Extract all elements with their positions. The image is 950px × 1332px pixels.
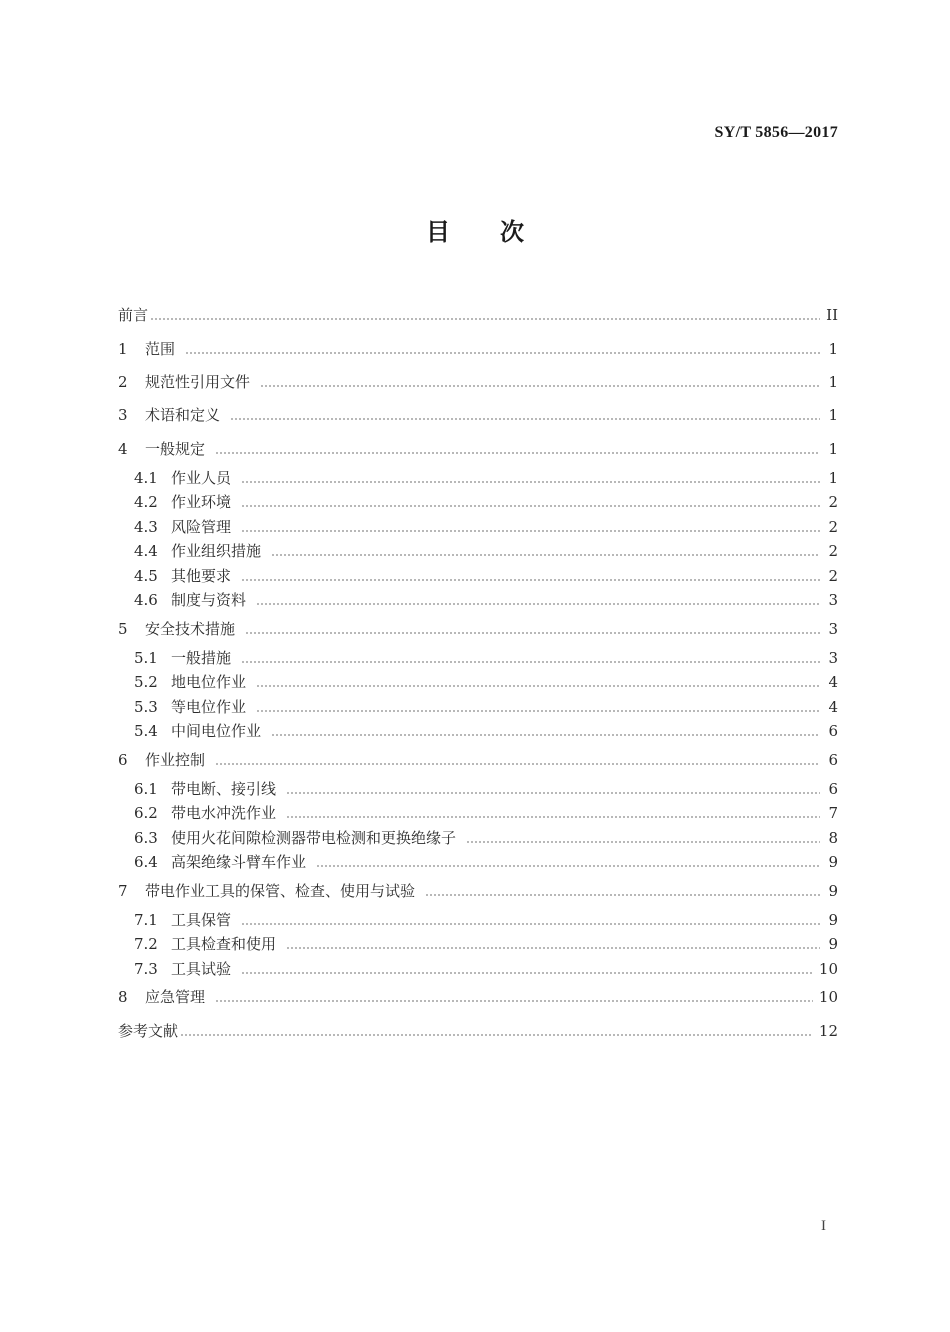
toc-label: 参考文献 — [118, 1022, 179, 1040]
toc-number: 4.6 — [134, 591, 158, 609]
toc-leader — [241, 972, 813, 974]
toc-entry-4-3[interactable] — [134, 515, 838, 539]
toc-number: 6.4 — [134, 853, 158, 871]
toc-page: 6 — [828, 722, 838, 740]
toc-number: 7.1 — [134, 911, 158, 929]
toc-page: II — [826, 306, 838, 324]
toc-number: 2 — [118, 373, 128, 391]
toc-leader — [215, 1000, 813, 1002]
toc-leader — [215, 452, 820, 454]
toc-label: 使用火花间隙检测器带电检测和更换绝缘子 — [171, 829, 457, 847]
toc-number: 6 — [118, 751, 128, 769]
toc-leader — [425, 894, 820, 896]
toc-label: 一般规定 — [145, 440, 206, 458]
toc-entry-foreword[interactable] — [118, 303, 838, 327]
toc-page: 9 — [828, 853, 838, 871]
toc-page: 10 — [818, 960, 838, 978]
toc-label: 其他要求 — [171, 567, 232, 585]
toc-number: 8 — [118, 988, 128, 1006]
toc-number: 6.1 — [134, 780, 158, 798]
toc-leader — [256, 603, 820, 605]
toc-label: 范围 — [145, 340, 176, 358]
toc-number: 4.2 — [134, 493, 158, 511]
toc-number: 4.1 — [134, 469, 158, 487]
toc-label: 带电作业工具的保管、检查、使用与试验 — [145, 882, 416, 900]
toc-label: 等电位作业 — [171, 698, 247, 716]
toc-label: 一般措施 — [171, 649, 232, 667]
toc-number: 7.2 — [134, 935, 158, 953]
toc-entry-4-1[interactable] — [134, 466, 838, 490]
toc-entry-6-1[interactable] — [134, 777, 838, 801]
toc-leader — [180, 1034, 813, 1036]
toc-number: 4.3 — [134, 518, 158, 536]
toc-number: 5.1 — [134, 649, 158, 667]
toc-page: 4 — [828, 698, 838, 716]
toc-page: 9 — [828, 882, 838, 900]
page-number: I — [821, 1218, 826, 1234]
toc-entry-4-5[interactable] — [134, 564, 838, 588]
toc-number: 7.3 — [134, 960, 158, 978]
toc-label: 地电位作业 — [171, 673, 247, 691]
toc-leader — [271, 554, 820, 556]
toc-number: 7 — [118, 882, 128, 900]
toc-page: 3 — [828, 591, 838, 609]
toc-label: 前言 — [118, 306, 149, 324]
toc-leader — [286, 816, 820, 818]
toc-entry-5[interactable] — [118, 617, 838, 641]
toc-page: 2 — [828, 493, 838, 511]
toc-entry-4[interactable] — [118, 437, 838, 461]
toc-page: 3 — [828, 649, 838, 667]
toc-label: 高架绝缘斗臂车作业 — [171, 853, 307, 871]
toc-label: 中间电位作业 — [171, 722, 262, 740]
toc-page: 1 — [828, 440, 838, 458]
toc-number: 5 — [118, 620, 128, 638]
toc-label: 作业人员 — [171, 469, 232, 487]
toc-label: 工具检查和使用 — [171, 935, 277, 953]
toc-entry-6[interactable] — [118, 748, 838, 772]
toc-leader — [241, 530, 820, 532]
toc-entry-8[interactable] — [118, 985, 838, 1009]
toc-entry-4-6[interactable] — [134, 588, 838, 612]
toc-entry-7-1[interactable] — [134, 908, 838, 932]
toc-entry-3[interactable] — [118, 403, 838, 427]
toc-label: 带电水冲洗作业 — [171, 804, 277, 822]
toc-leader — [241, 923, 820, 925]
toc-page: 10 — [818, 988, 838, 1006]
toc-page: 3 — [828, 620, 838, 638]
toc-entry-4-2[interactable] — [134, 490, 838, 514]
toc-entry-5-3[interactable] — [134, 695, 838, 719]
toc-leader — [150, 318, 820, 320]
toc-leader — [286, 792, 820, 794]
toc-label: 应急管理 — [145, 988, 206, 1006]
standard-code: SY/T 5856—2017 — [714, 124, 838, 141]
toc-page: 1 — [828, 406, 838, 424]
toc-leader — [215, 763, 820, 765]
toc-number: 5.4 — [134, 722, 158, 740]
toc-entry-5-2[interactable] — [134, 670, 838, 694]
toc-page: 9 — [828, 935, 838, 953]
toc-label: 风险管理 — [171, 518, 232, 536]
toc-leader — [256, 710, 820, 712]
toc-page: 7 — [828, 804, 838, 822]
toc-label: 术语和定义 — [145, 406, 221, 424]
toc-leader — [316, 865, 820, 867]
toc-entry-5-1[interactable] — [134, 646, 838, 670]
toc-leader — [271, 734, 820, 736]
toc-label: 安全技术措施 — [145, 620, 236, 638]
toc-page: 2 — [828, 542, 838, 560]
toc-entry-1[interactable] — [118, 337, 838, 361]
toc-label: 制度与资料 — [171, 591, 247, 609]
toc-label: 作业控制 — [145, 751, 206, 769]
toc-page: 1 — [828, 373, 838, 391]
toc-page: 6 — [828, 780, 838, 798]
toc-number: 1 — [118, 340, 128, 358]
toc-leader — [286, 947, 820, 949]
toc-page: 6 — [828, 751, 838, 769]
toc-entry-7-2[interactable] — [134, 932, 838, 956]
title-char-2: 次 — [500, 218, 524, 246]
toc-page: 1 — [828, 469, 838, 487]
toc-leader — [241, 661, 820, 663]
toc-leader — [245, 632, 820, 634]
toc-label: 工具保管 — [171, 911, 232, 929]
toc-number: 4 — [118, 440, 128, 458]
toc-label: 作业组织措施 — [171, 542, 262, 560]
toc-number: 4.4 — [134, 542, 158, 560]
toc-label: 规范性引用文件 — [145, 373, 251, 391]
toc-entry-6-3[interactable] — [134, 826, 838, 850]
toc-entry-7-3[interactable] — [134, 957, 838, 981]
toc-entry-bibliography[interactable] — [118, 1019, 838, 1043]
toc-label: 作业环境 — [171, 493, 232, 511]
toc-label: 工具试验 — [171, 960, 232, 978]
toc-entry-6-4[interactable] — [134, 850, 838, 874]
toc-leader — [185, 352, 820, 354]
toc-page: 1 — [828, 340, 838, 358]
toc-entry-6-2[interactable] — [134, 801, 838, 825]
toc-label: 带电断、接引线 — [171, 780, 277, 798]
toc-entry-7[interactable] — [118, 879, 838, 903]
toc-page: 9 — [828, 911, 838, 929]
toc-number: 4.5 — [134, 567, 158, 585]
toc-page: 2 — [828, 518, 838, 536]
toc-page: 4 — [828, 673, 838, 691]
toc-number: 5.2 — [134, 673, 158, 691]
toc-leader — [256, 685, 820, 687]
toc-leader — [241, 505, 820, 507]
toc-page: 8 — [828, 829, 838, 847]
toc-entry-2[interactable] — [118, 370, 838, 394]
toc-number: 5.3 — [134, 698, 158, 716]
page-title — [0, 212, 950, 247]
toc-leader — [241, 579, 820, 581]
toc-leader — [241, 481, 820, 483]
toc-leader — [230, 418, 820, 420]
toc-page: 2 — [828, 567, 838, 585]
toc-page: 12 — [818, 1022, 838, 1040]
toc-number: 6.2 — [134, 804, 158, 822]
toc-leader — [466, 841, 820, 843]
toc-entry-4-4[interactable] — [134, 539, 838, 563]
toc-number: 6.3 — [134, 829, 158, 847]
toc-number: 3 — [118, 406, 128, 424]
title-char-1: 目 — [426, 218, 450, 246]
toc-leader — [260, 385, 820, 387]
toc-entry-5-4[interactable] — [134, 719, 838, 743]
